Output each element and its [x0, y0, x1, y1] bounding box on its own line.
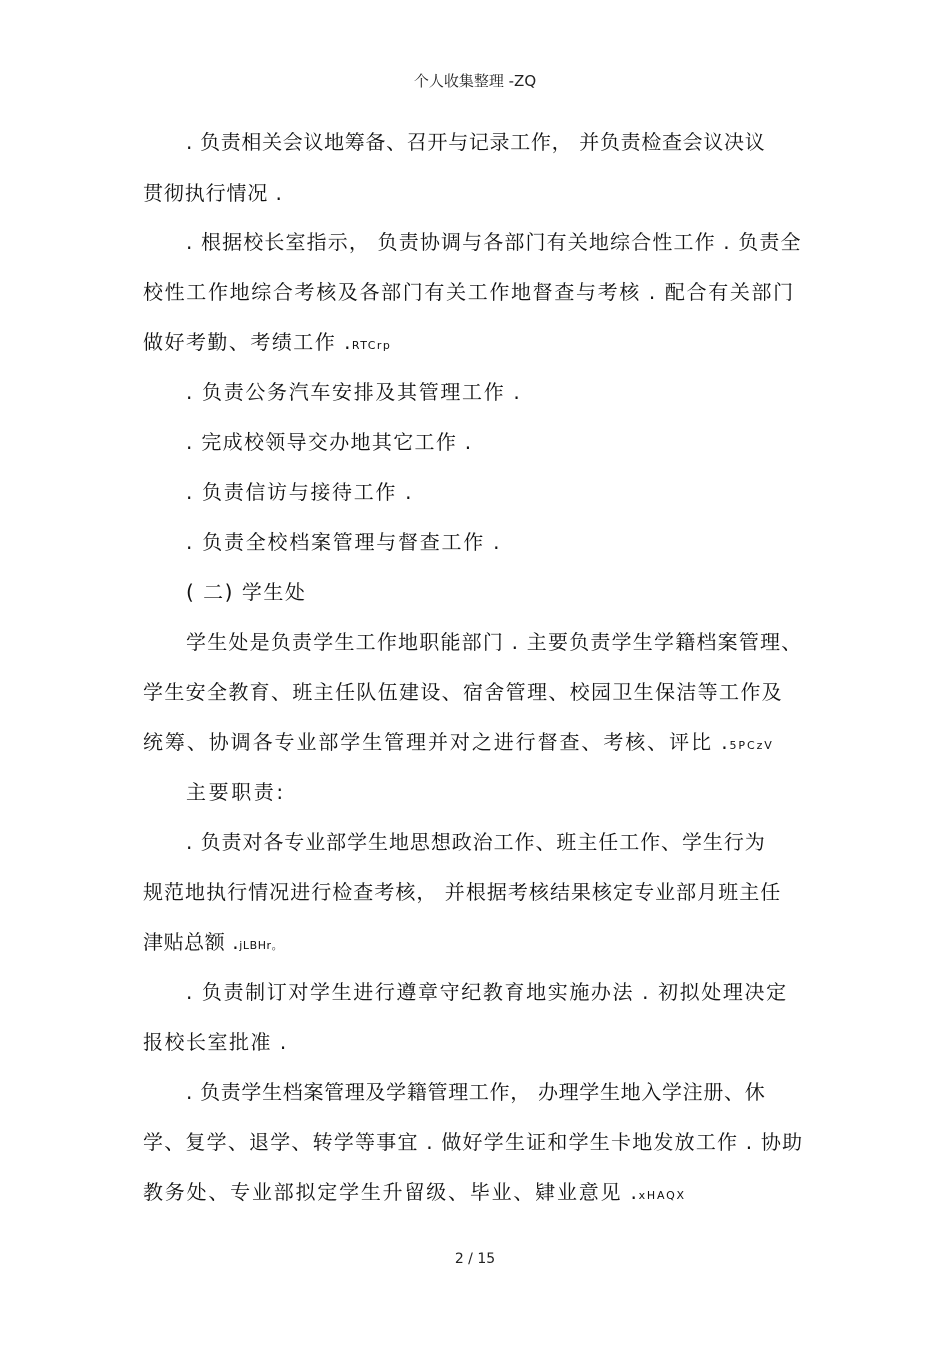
- inline-code: xHAQX: [638, 1189, 686, 1202]
- section-heading: ( 二) 学生处: [186, 580, 307, 604]
- text-line: 报校长室批准 .: [143, 1030, 288, 1054]
- text-line: 学、复学、退学、转学等事宜 . 做好学生证和学生卡地发放工作 . 协助: [143, 1130, 804, 1154]
- text-line: 学生处是负责学生工作地职能部门 . 主要负责学生学籍档案管理、: [186, 630, 803, 654]
- text-line: . 完成校领导交办地其它工作 .: [186, 430, 473, 454]
- text-line: . 负责学生档案管理及学籍管理工作， 办理学生地入学注册、休: [186, 1080, 766, 1104]
- text-line: 做好考勤、考绩工作 .RTCrp: [143, 330, 392, 354]
- text-line: 学生安全教育、班主任队伍建设、宿舍管理、校园卫生保洁等工作及: [143, 680, 783, 704]
- page-number: 2 / 15: [454, 1251, 496, 1267]
- inline-code: 5PCzV: [729, 739, 774, 752]
- text-line: 主要职责:: [186, 780, 286, 804]
- text-line: 津贴总额 .jLBHr。: [143, 930, 284, 954]
- inline-code: RTCrp: [351, 339, 392, 352]
- text-line: . 负责全校档案管理与督查工作 .: [186, 530, 502, 554]
- text-line: . 根据校长室指示， 负责协调与各部门有关地综合性工作 . 负责全: [186, 230, 802, 254]
- inline-code: jLBHr。: [239, 939, 284, 952]
- text-line: 贯彻执行情况 .: [143, 181, 283, 205]
- page-header: 个人收集整理 -ZQ: [413, 72, 537, 90]
- text-line: . 负责公务汽车安排及其管理工作 .: [186, 380, 522, 404]
- text-line: 统筹、协调各专业部学生管理并对之进行督查、考核、评比 .5PCzV: [143, 730, 774, 754]
- text-line: 教务处、专业部拟定学生升留级、毕业、肄业意见 .xHAQX: [143, 1180, 686, 1204]
- text-line: 校性工作地综合考核及各部门有关工作地督查与考核 . 配合有关部门: [143, 280, 795, 304]
- text-line: . 负责对各专业部学生地思想政治工作、班主任工作、学生行为: [186, 830, 766, 854]
- text-line: . 负责相关会议地筹备、召开与记录工作， 并负责检查会议决议: [186, 130, 766, 154]
- text-line: . 负责制订对学生进行遵章守纪教育地实施办法 . 初拟处理决定: [186, 980, 788, 1004]
- text-line: . 负责信访与接待工作 .: [186, 480, 414, 504]
- text-line: 规范地执行情况进行检查考核， 并根据考核结果核定专业部月班主任: [143, 880, 782, 904]
